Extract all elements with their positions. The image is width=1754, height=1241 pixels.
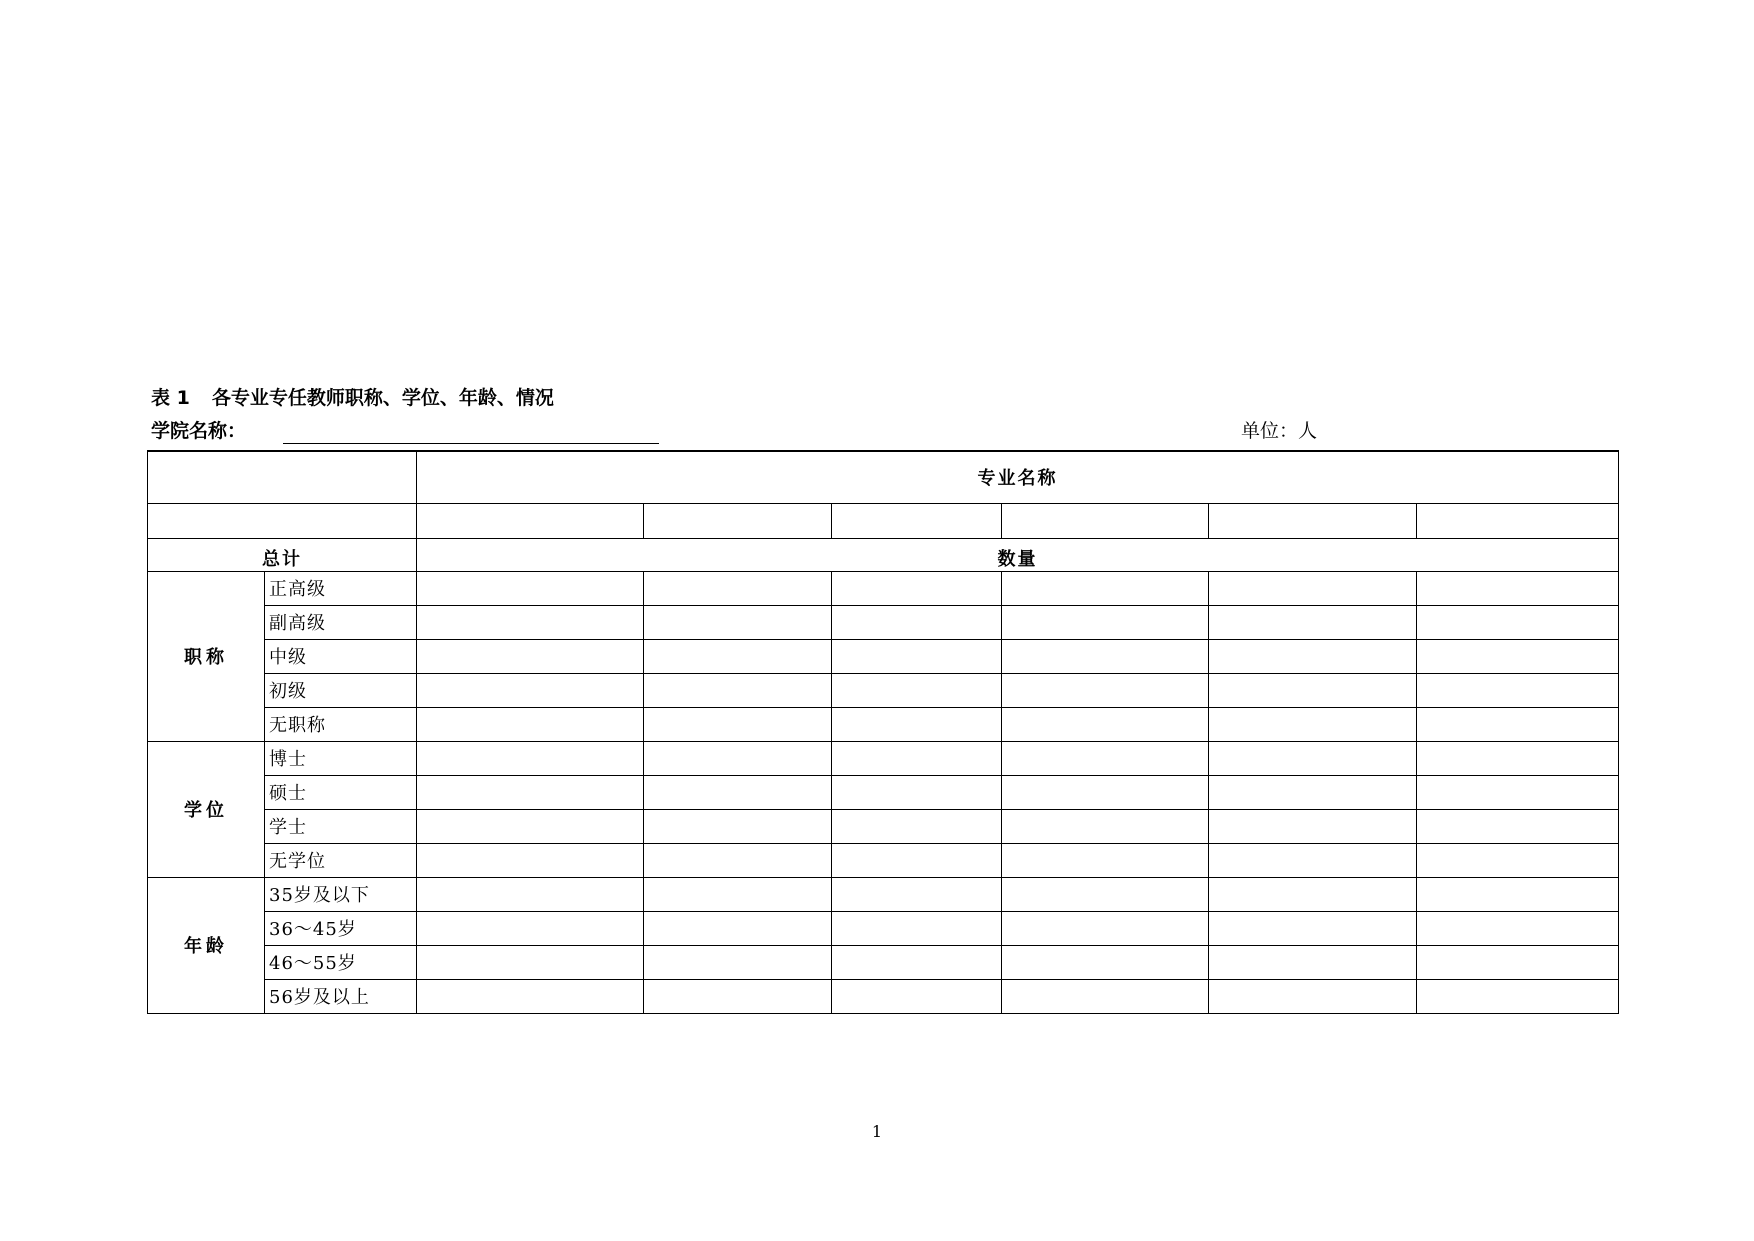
row-label: 正高级 [265,571,417,605]
quantity-label: 数量 [417,538,1619,571]
table-row [148,673,1619,707]
data-cell[interactable] [1002,639,1209,673]
table-row [148,571,1619,605]
table-number: 表 1 [151,387,190,409]
data-cell[interactable] [832,741,1002,775]
data-cell[interactable] [832,673,1002,707]
data-cell[interactable] [644,707,832,741]
data-cell[interactable] [1417,945,1619,979]
table-row [148,877,1619,911]
data-cell[interactable] [1002,707,1209,741]
table-row [148,911,1619,945]
data-cell[interactable] [832,911,1002,945]
data-cell[interactable] [1209,741,1417,775]
data-cell[interactable] [417,707,644,741]
data-cell[interactable] [1209,673,1417,707]
table-row [148,707,1619,741]
data-cell[interactable] [1417,877,1619,911]
data-cell[interactable] [832,571,1002,605]
data-cell[interactable] [832,639,1002,673]
table-row [148,741,1619,775]
table-title [151,386,554,410]
data-cell[interactable] [1002,911,1209,945]
major-name-cell[interactable] [417,503,644,538]
table-row [148,945,1619,979]
data-cell[interactable] [1209,775,1417,809]
data-cell[interactable] [1209,843,1417,877]
data-cell[interactable] [1417,707,1619,741]
row-label: 硕士 [265,775,417,809]
college-name-label: 学院名称： [151,420,247,442]
data-cell[interactable] [1002,945,1209,979]
data-cell[interactable] [1417,979,1619,1013]
data-cell[interactable] [644,741,832,775]
row-label: 35岁及以下 [265,877,417,911]
corner-cell [148,451,417,503]
data-cell[interactable] [1417,673,1619,707]
data-cell[interactable] [644,843,832,877]
data-cell[interactable] [644,639,832,673]
data-cell[interactable] [1417,911,1619,945]
data-cell[interactable] [1417,639,1619,673]
data-cell[interactable] [417,809,644,843]
data-cell[interactable] [1417,775,1619,809]
data-cell[interactable] [832,809,1002,843]
data-cell[interactable] [832,877,1002,911]
data-cell[interactable] [417,741,644,775]
table-row [148,775,1619,809]
data-cell[interactable] [1002,673,1209,707]
row-label: 无职称 [265,707,417,741]
data-cell[interactable] [417,945,644,979]
data-cell[interactable] [1209,911,1417,945]
data-cell[interactable] [1209,571,1417,605]
table-row [148,979,1619,1013]
data-cell[interactable] [1209,605,1417,639]
data-cell[interactable] [1002,775,1209,809]
data-cell[interactable] [1417,605,1619,639]
data-cell[interactable] [1002,843,1209,877]
row-label: 56岁及以上 [265,979,417,1013]
data-cell[interactable] [1417,571,1619,605]
data-cell[interactable] [417,673,644,707]
data-cell[interactable] [417,843,644,877]
row-label: 中级 [265,639,417,673]
data-cell[interactable] [1209,979,1417,1013]
data-cell[interactable] [417,639,644,673]
data-cell[interactable] [644,605,832,639]
header-row [148,451,1619,503]
data-cell[interactable] [1209,809,1417,843]
data-cell[interactable] [417,979,644,1013]
data-cell[interactable] [644,673,832,707]
data-cell[interactable] [832,775,1002,809]
row-label: 初级 [265,673,417,707]
data-cell[interactable] [644,877,832,911]
table-row [148,843,1619,877]
table-row [148,639,1619,673]
data-cell[interactable] [417,605,644,639]
data-cell[interactable] [417,571,644,605]
major-names-row-label-cell [148,503,417,538]
data-cell[interactable] [1002,979,1209,1013]
data-cell[interactable] [832,843,1002,877]
row-label: 46～55岁 [265,945,417,979]
table-title-text: 各专业专任教师职称、学位、年龄、情况 [211,387,554,409]
data-cell[interactable] [1209,707,1417,741]
data-cell[interactable] [832,979,1002,1013]
data-cell[interactable] [1209,945,1417,979]
data-cell[interactable] [1417,843,1619,877]
data-cell[interactable] [644,809,832,843]
row-label: 副高级 [265,605,417,639]
college-name-blank-line[interactable] [283,443,659,444]
major-name-cell[interactable] [1417,503,1619,538]
group-label: 职称 [148,571,265,741]
data-cell[interactable] [832,945,1002,979]
group-label: 年龄 [148,877,265,1013]
table-row [148,605,1619,639]
major-names-row [148,503,1619,538]
data-cell[interactable] [644,775,832,809]
row-label: 博士 [265,741,417,775]
table-row [148,809,1619,843]
data-cell[interactable] [644,979,832,1013]
data-cell[interactable] [1002,741,1209,775]
group-label: 学位 [148,741,265,877]
data-cell[interactable] [1002,571,1209,605]
data-cell[interactable] [417,911,644,945]
data-cell[interactable] [417,877,644,911]
major-name-cell[interactable] [1209,503,1417,538]
total-label: 总计 [148,538,417,571]
data-cell[interactable] [1417,741,1619,775]
data-cell[interactable] [832,707,1002,741]
row-label: 36～45岁 [265,911,417,945]
teacher-statistics-table [147,450,1619,1014]
data-cell[interactable] [417,775,644,809]
row-label: 无学位 [265,843,417,877]
major-name-cell[interactable] [644,503,832,538]
data-cell[interactable] [832,605,1002,639]
data-cell[interactable] [644,911,832,945]
data-cell[interactable] [1002,605,1209,639]
total-row [148,538,1619,571]
major-name-header: 专业名称 [417,451,1619,503]
row-label: 学士 [265,809,417,843]
data-cell[interactable] [1002,809,1209,843]
data-cell[interactable] [644,945,832,979]
unit-label: 单位：人 [1241,420,1318,442]
data-cell[interactable] [1209,877,1417,911]
data-cell[interactable] [1002,877,1209,911]
data-cell[interactable] [1417,809,1619,843]
data-cell[interactable] [644,571,832,605]
major-name-cell[interactable] [832,503,1002,538]
data-cell[interactable] [1209,639,1417,673]
page-number: 1 [871,1122,883,1141]
major-name-cell[interactable] [1002,503,1209,538]
